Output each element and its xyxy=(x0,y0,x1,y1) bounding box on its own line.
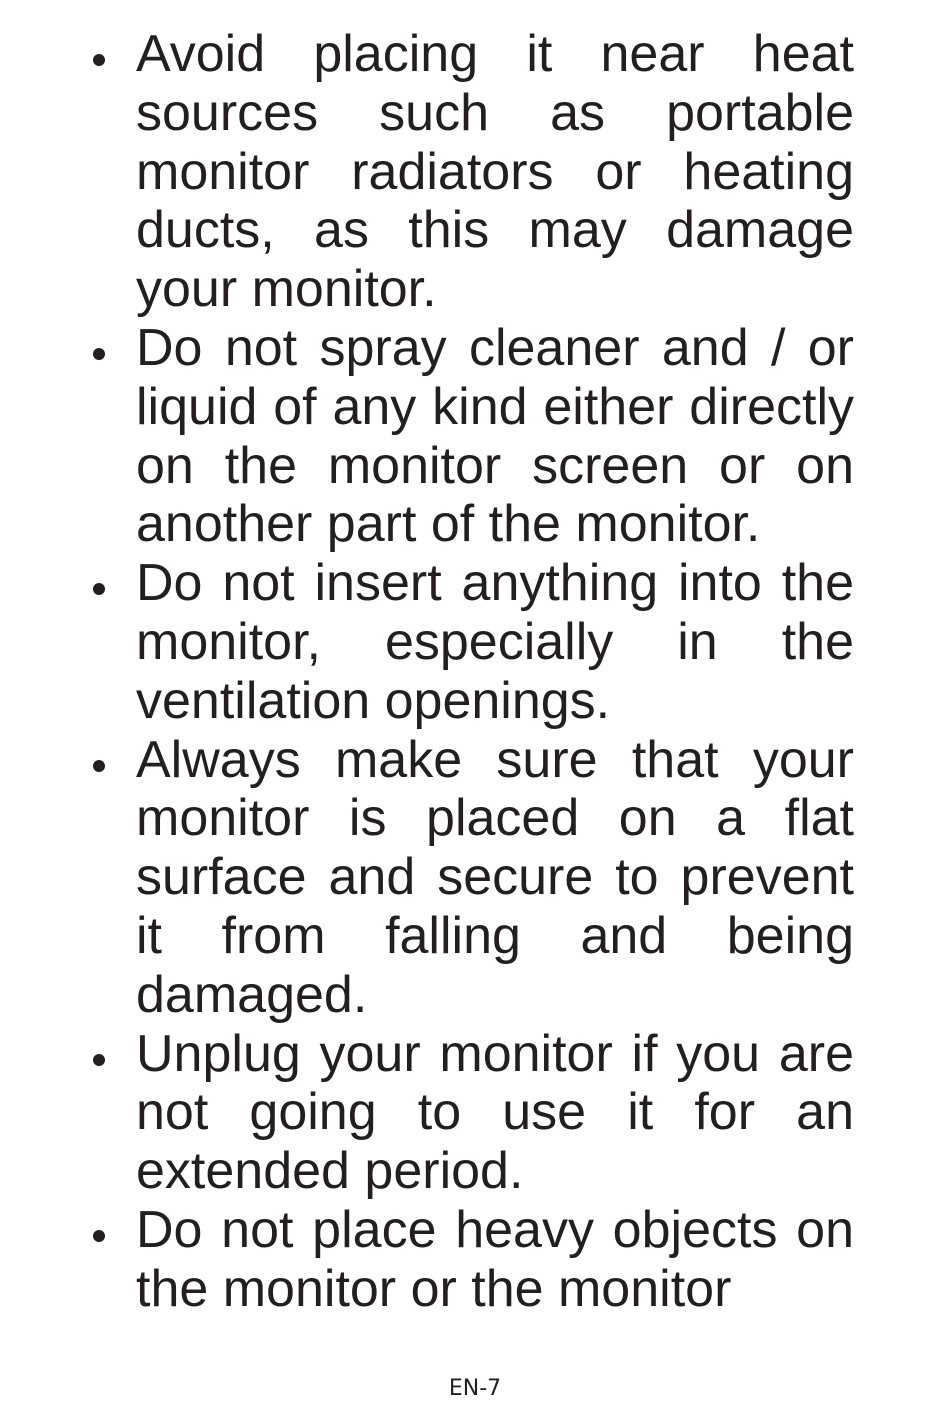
list-item xyxy=(86,1025,854,1201)
list-item xyxy=(86,25,854,319)
list-item-text: Always make sure that your monitor is placed on a flat surface and secure to prevent it from falling and being damaged. xyxy=(136,730,854,1024)
list-item-text: Do not insert anything into the monitor, especially in the ventilation openings. xyxy=(136,554,854,730)
bullet-icon xyxy=(93,583,105,595)
page-number: EN-7 xyxy=(448,1376,502,1401)
list-item xyxy=(86,1201,854,1319)
list-item xyxy=(86,731,854,1025)
list-item-text: Avoid placing it near heat sources such as portable monitor radiators or heating ducts, as this may damage your monitor. xyxy=(136,25,854,319)
list-item xyxy=(86,554,854,730)
bullet-icon xyxy=(93,1230,105,1242)
bullet-icon xyxy=(93,760,105,772)
list-item-text: Do not place heavy objects on the monitor or the monitor xyxy=(136,1200,854,1318)
safety-instructions-list xyxy=(86,25,854,1319)
bullet-icon xyxy=(93,348,105,360)
bullet-icon xyxy=(93,54,105,66)
list-item-text: Unplug your monitor if you are not going to use it for an extended period. xyxy=(136,1024,854,1201)
bullet-icon xyxy=(93,1054,105,1066)
list-item-text: Do not spray cleaner and / or liquid of any kind either directly on the monitor screen or on another part of the monitor. xyxy=(136,318,854,554)
list-item xyxy=(86,319,854,554)
